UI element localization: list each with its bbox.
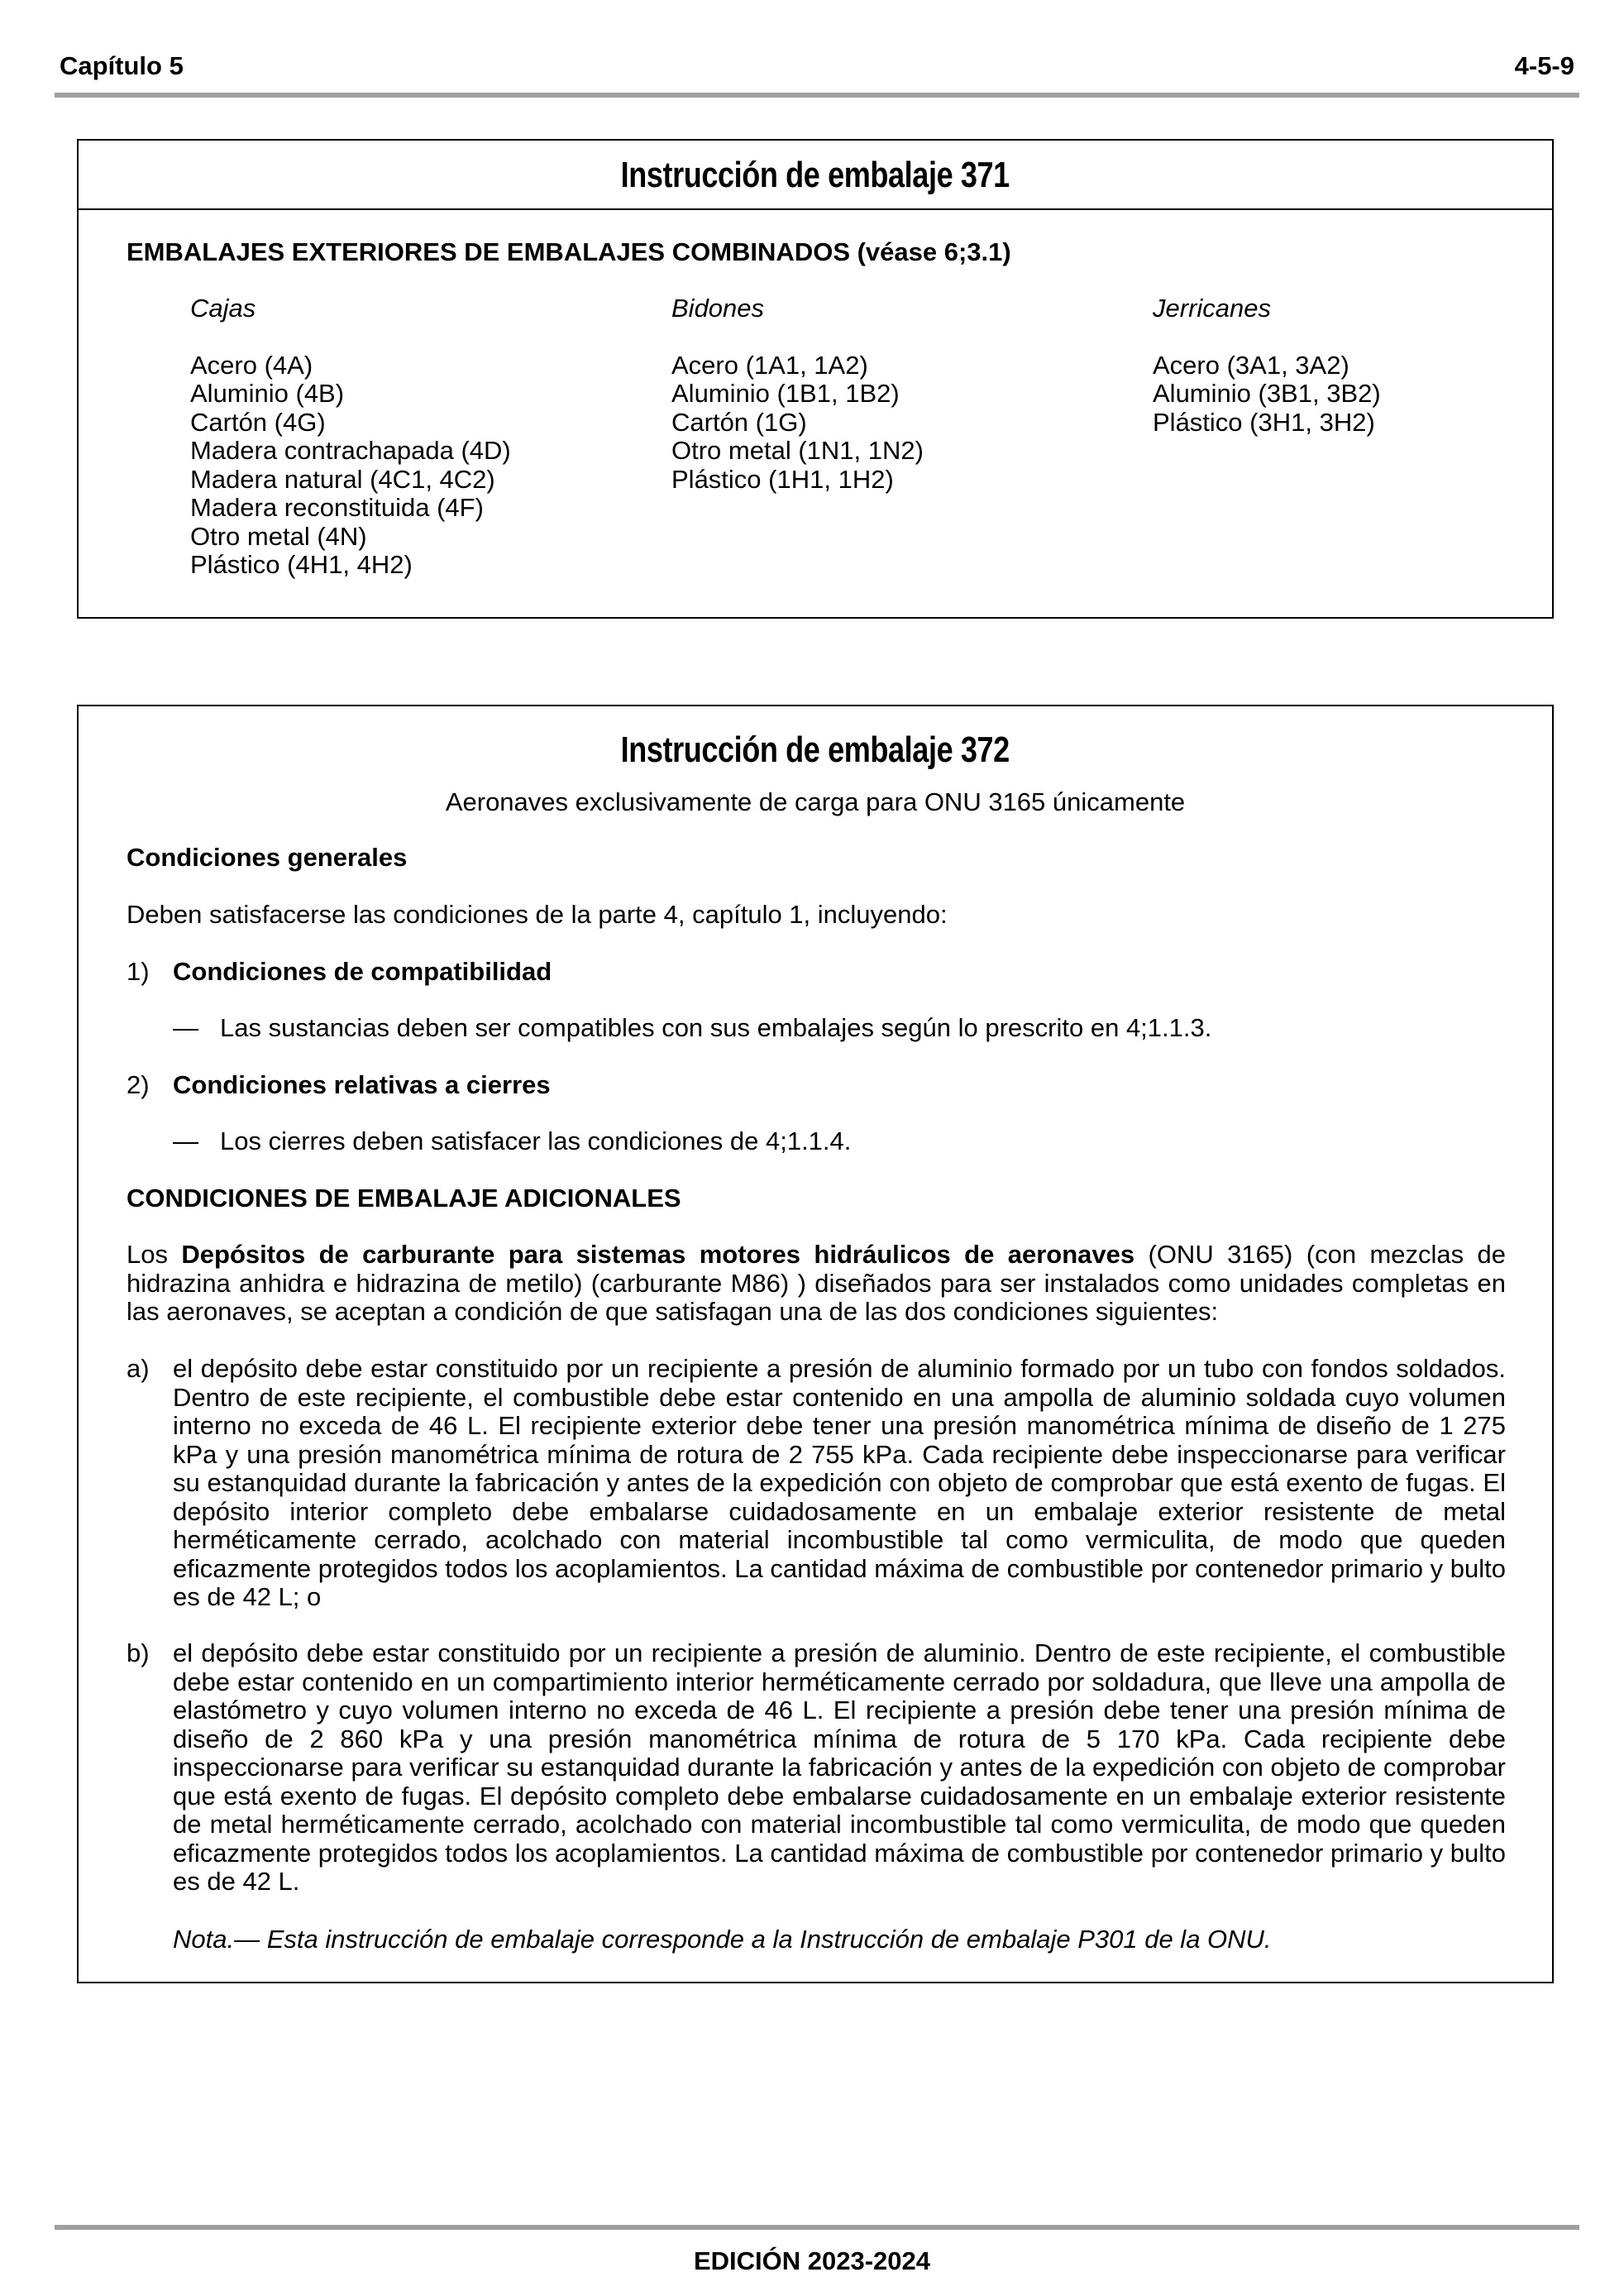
item-a-label: a) xyxy=(127,1354,150,1383)
list-item: Acero (3A1, 3A2) xyxy=(1153,350,1349,380)
condition-1-dash: — xyxy=(173,1013,198,1042)
condition-2-dash: — xyxy=(173,1126,198,1155)
list-item: Otro metal (1N1, 1N2) xyxy=(671,436,924,465)
condition-1-text: Las sustancias deben ser compatibles con sus embalajes según lo prescrito en 4;1.1.3. xyxy=(220,1013,1212,1042)
pi371-column-jerricanes xyxy=(1153,294,1381,437)
item-b-label: b) xyxy=(127,1638,150,1667)
list-item: Aluminio (3B1, 3B2) xyxy=(1153,379,1381,408)
general-conditions-intro: Deben satisfacerse las condiciones de la parte 4, capítulo 1, incluyendo: xyxy=(127,900,948,929)
list-item: Acero (4A) xyxy=(190,350,313,380)
list-item: Otro metal (4N) xyxy=(190,521,367,551)
pi372-title-wrap xyxy=(79,729,1552,771)
item-a-text: el depósito debe estar constituido por un recipiente a presión de aluminio formado por un tubo con fondos soldados. Dentro de este recipiente, el combustible debe estar contenido en una ampolla de aluminio soldada cuyo volumen interno no exceda de 46 L. El recipiente exterior debe tener una presión manométrica mínima de diseño de 1 275 kPa y una presión manométrica mínima de rotura de 2 755 kPa. Cada recipiente debe inspeccionarse para verificar su estanquidad durante la fabricación y antes de la expedición con objeto de comprobar que está exento de fugas. El depósito interior completo debe embalarse cuidadosamente en un embalaje exterior resistente de metal herméticamente cerrado, acolchado con material incombustible tal como vermiculita, de modo que queden eficazmente protegidos todos los acoplamientos. La cantidad máxima de combustible por contenedor primario y bulto es de 42 L; o xyxy=(173,1354,1506,1611)
additional-conditions-intro xyxy=(127,1241,1506,1327)
list-item: Cartón (1G) xyxy=(671,407,807,437)
condition-2-number: 2) xyxy=(127,1070,150,1099)
intro-rest: (ONU 3165) (con mezclas de hidrazina anhidra e hidrazina de metilo) (carburante M86) ) diseñados para ser instalados como unidades completas en las aeronaves, se aceptan a condición de que satisfagan una de las dos condiciones siguientes: xyxy=(127,1240,1506,1326)
packing-instruction-372 xyxy=(77,705,1554,1983)
page-number: 4-5-9 xyxy=(1514,51,1574,80)
list-item: Aluminio (4B) xyxy=(190,379,345,408)
list-item: Madera reconstituida (4F) xyxy=(190,493,484,522)
additional-conditions-heading: CONDICIONES DE EMBALAJE ADICIONALES xyxy=(127,1184,681,1213)
list-item: Plástico (1H1, 1H2) xyxy=(671,464,894,494)
column-heading: Bidones xyxy=(671,294,765,323)
edition-label: EDICIÓN 2023-2024 xyxy=(693,2246,931,2275)
pi372-title: Instrucción de embalaje 372 xyxy=(620,729,1010,770)
header-rule xyxy=(55,93,1579,98)
list-item: Plástico (3H1, 3H2) xyxy=(1153,407,1375,437)
condition-1-title: Condiciones de compatibilidad xyxy=(173,957,552,986)
pi372-subtitle: Aeronaves exclusivamente de carga para ONU 3165 únicamente xyxy=(445,787,1186,816)
column-heading: Jerricanes xyxy=(1153,294,1271,323)
intro-bold-term: Depósitos de carburante para sistemas motores hidráulicos de aeronaves xyxy=(181,1240,1135,1269)
item-b-text: el depósito debe estar constituido por un recipiente a presión de aluminio. Dentro de este recipiente, el combustible debe estar contenido en un compartimiento interior herméticamente cerrado por soldadura, que lleve una ampolla de elastómetro y cuyo volumen interno no exceda de 46 L. El recipiente a presión debe tener una presión mínima de diseño de 2 860 kPa y una presión manométrica mínima de rotura de 5 170 kPa. Cada recipiente debe inspeccionarse para verificar su estanquidad durante la fabricación y antes de la expedición con objeto de comprobar que está exento de fugas. El depósito completo debe embalarse cuidadosamente en un embalaje exterior resistente de metal herméticamente cerrado, acolchado con material incombustible tal como vermiculita, de modo que queden eficazmente protegidos todos los acoplamientos. La cantidad máxima de combustible por contenedor primario y bulto es de 42 L. xyxy=(173,1638,1506,1896)
column-heading: Cajas xyxy=(190,294,256,323)
list-item: Cartón (4G) xyxy=(190,407,326,437)
intro-prefix: Los xyxy=(127,1240,182,1269)
list-item: Madera contrachapada (4D) xyxy=(190,436,511,465)
list-item: Aluminio (1B1, 1B2) xyxy=(671,379,900,408)
condition-2-title: Condiciones relativas a cierres xyxy=(173,1070,551,1099)
pi371-title-bar xyxy=(79,141,1552,210)
footer-rule xyxy=(55,2225,1579,2230)
chapter-label: Capítulo 5 xyxy=(60,51,184,80)
page-header xyxy=(55,48,1579,99)
general-conditions-heading: Condiciones generales xyxy=(127,843,408,872)
condition-1-number: 1) xyxy=(127,957,150,986)
pi371-column-bidones xyxy=(671,294,924,494)
list-item: Madera natural (4C1, 4C2) xyxy=(190,464,495,494)
list-item: Acero (1A1, 1A2) xyxy=(671,350,868,380)
list-item: Plástico (4H1, 4H2) xyxy=(190,550,413,579)
note: Nota.— Esta instrucción de embalaje corresponde a la Instrucción de embalaje P301 de la ONU. xyxy=(173,1925,1272,1954)
condition-2-text: Los cierres deben satisfacer las condiciones de 4;1.1.4. xyxy=(220,1126,852,1155)
packing-instruction-371 xyxy=(77,139,1554,619)
pi371-column-cajas xyxy=(190,294,511,580)
pi371-section-heading: EMBALAJES EXTERIORES DE EMBALAJES COMBINADOS (véase 6;3.1) xyxy=(127,237,1011,266)
pi371-title: Instrucción de embalaje 371 xyxy=(620,155,1010,195)
